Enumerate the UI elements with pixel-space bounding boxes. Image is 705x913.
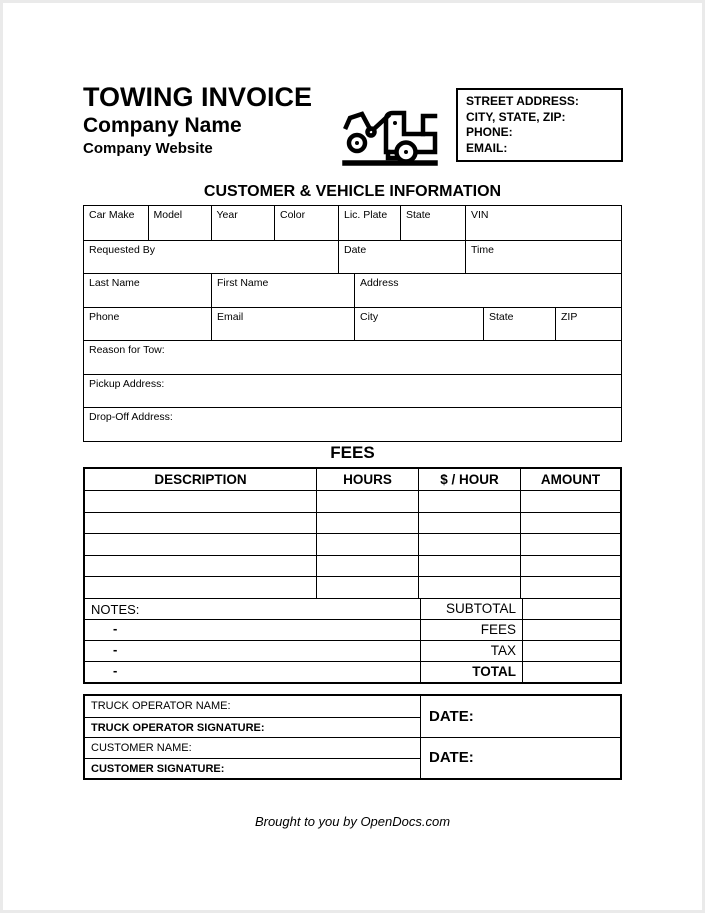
- operator-date-field: DATE:: [429, 707, 474, 725]
- note-bullet: -: [113, 620, 118, 636]
- fees-table: [83, 467, 622, 684]
- subtotal-row: [85, 598, 620, 619]
- field-color: Color: [274, 206, 338, 240]
- total-value-cell: [522, 662, 620, 682]
- field-time: Time: [465, 241, 621, 274]
- fee-rate-cell: [418, 513, 520, 534]
- fees-section-title: FEES: [330, 443, 375, 462]
- brand-block: [83, 82, 312, 158]
- vehicle-row: [84, 206, 621, 240]
- fee-description-cell: [85, 556, 316, 577]
- total-label: TOTAL: [420, 662, 522, 682]
- fee-rate-cell: [418, 577, 520, 598]
- fee-rate-cell: [418, 556, 520, 577]
- dropoff-row: [84, 407, 621, 441]
- field-email: Email: [211, 308, 354, 341]
- subtotal-value-cell: [522, 599, 620, 619]
- field-state: State: [400, 206, 465, 240]
- fee-blank-row: [85, 490, 620, 512]
- notes-label: NOTES:: [91, 601, 140, 617]
- fee-amount-cell: [520, 556, 620, 577]
- fee-amount-cell: [520, 534, 620, 555]
- footer-credit: Brought to you by OpenDocs.com: [254, 814, 451, 829]
- request-row: [84, 240, 621, 274]
- signature-labels-column: [85, 696, 420, 778]
- col-hours: HOURS: [316, 469, 418, 490]
- field-dropoff-address: Drop-Off Address:: [89, 411, 173, 423]
- fee-hours-cell: [316, 534, 418, 555]
- date-column: [420, 696, 620, 778]
- fee-hours-cell: [316, 491, 418, 512]
- reason-row: [84, 340, 621, 374]
- contact-row: [84, 307, 621, 341]
- email-label: EMAIL:: [466, 140, 508, 155]
- name-row: [84, 273, 621, 307]
- note-bullet: -: [113, 641, 118, 657]
- fee-rate-cell: [418, 534, 520, 555]
- col-description: DESCRIPTION: [154, 472, 247, 487]
- fees-label: FEES: [420, 620, 522, 640]
- fee-blank-row: [85, 576, 620, 598]
- field-year: Year: [211, 206, 275, 240]
- towed-car: [346, 114, 370, 129]
- operator-signature-field: TRUCK OPERATOR SIGNATURE:: [85, 717, 420, 738]
- field-zip: ZIP: [555, 308, 621, 341]
- field-car-make: Car Make: [89, 209, 135, 221]
- fee-amount-cell: [520, 577, 620, 598]
- fee-hours-cell: [316, 577, 418, 598]
- field-lic-plate: Lic. Plate: [338, 206, 400, 240]
- note-bullet: -: [113, 662, 118, 678]
- tow-truck-icon: [342, 86, 438, 168]
- truck-rail: [423, 116, 435, 134]
- fees-header-row: [85, 469, 620, 490]
- customer-signature-field: CUSTOMER SIGNATURE:: [85, 758, 420, 779]
- field-model: Model: [148, 206, 211, 240]
- pickup-row: [84, 374, 621, 408]
- fee-amount-cell: [520, 513, 620, 534]
- fees-row: [85, 619, 620, 640]
- fee-blank-row: [85, 533, 620, 555]
- tax-row: [85, 640, 620, 661]
- col-rate: $ / HOUR: [418, 469, 520, 490]
- customer-name-field: CUSTOMER NAME:: [85, 737, 420, 758]
- customer-date-field: DATE:: [421, 737, 620, 779]
- fee-rate-cell: [418, 491, 520, 512]
- field-city: City: [354, 308, 483, 341]
- city-state-zip-label: CITY, STATE, ZIP:: [466, 109, 566, 124]
- fee-blank-row: [85, 512, 620, 534]
- col-amount: AMOUNT: [520, 469, 620, 490]
- tax-value-cell: [522, 641, 620, 661]
- field-address: Address: [354, 274, 621, 307]
- customer-vehicle-table: [83, 205, 622, 442]
- tax-label: TAX: [420, 641, 522, 661]
- field-vin: VIN: [465, 206, 621, 240]
- field-phone: Phone: [89, 310, 120, 323]
- customer-section-title: CUSTOMER & VEHICLE INFORMATION: [203, 183, 502, 200]
- subtotal-label: SUBTOTAL: [420, 599, 522, 619]
- fee-hours-cell: [316, 513, 418, 534]
- field-reason-for-tow: Reason for Tow:: [89, 344, 165, 356]
- fee-hours-cell: [316, 556, 418, 577]
- company-contact-box: [456, 88, 623, 162]
- phone-label: PHONE:: [466, 125, 513, 139]
- fee-blank-row: [85, 555, 620, 577]
- fee-description-cell: [85, 513, 316, 534]
- fees-value-cell: [522, 620, 620, 640]
- street-address-label: STREET ADDRESS:: [466, 94, 579, 108]
- field-pickup-address: Pickup Address:: [89, 377, 165, 390]
- field-first-name: First Name: [211, 274, 354, 307]
- fee-description-cell: [85, 577, 316, 598]
- field-state2: State: [483, 308, 555, 341]
- fee-amount-cell: [520, 491, 620, 512]
- total-row: [85, 661, 620, 682]
- fee-description-cell: [85, 534, 316, 555]
- document-title: TOWING INVOICE: [83, 82, 313, 112]
- fee-description-cell: [85, 491, 316, 512]
- operator-name-field: TRUCK OPERATOR NAME:: [91, 700, 231, 712]
- field-date: Date: [338, 241, 465, 274]
- hook: [368, 129, 375, 136]
- signature-table: [83, 694, 622, 780]
- company-website: Company Website: [83, 140, 213, 157]
- company-name: Company Name: [83, 114, 242, 137]
- field-requested-by: Requested By: [89, 243, 155, 256]
- field-last-name: Last Name: [89, 277, 140, 289]
